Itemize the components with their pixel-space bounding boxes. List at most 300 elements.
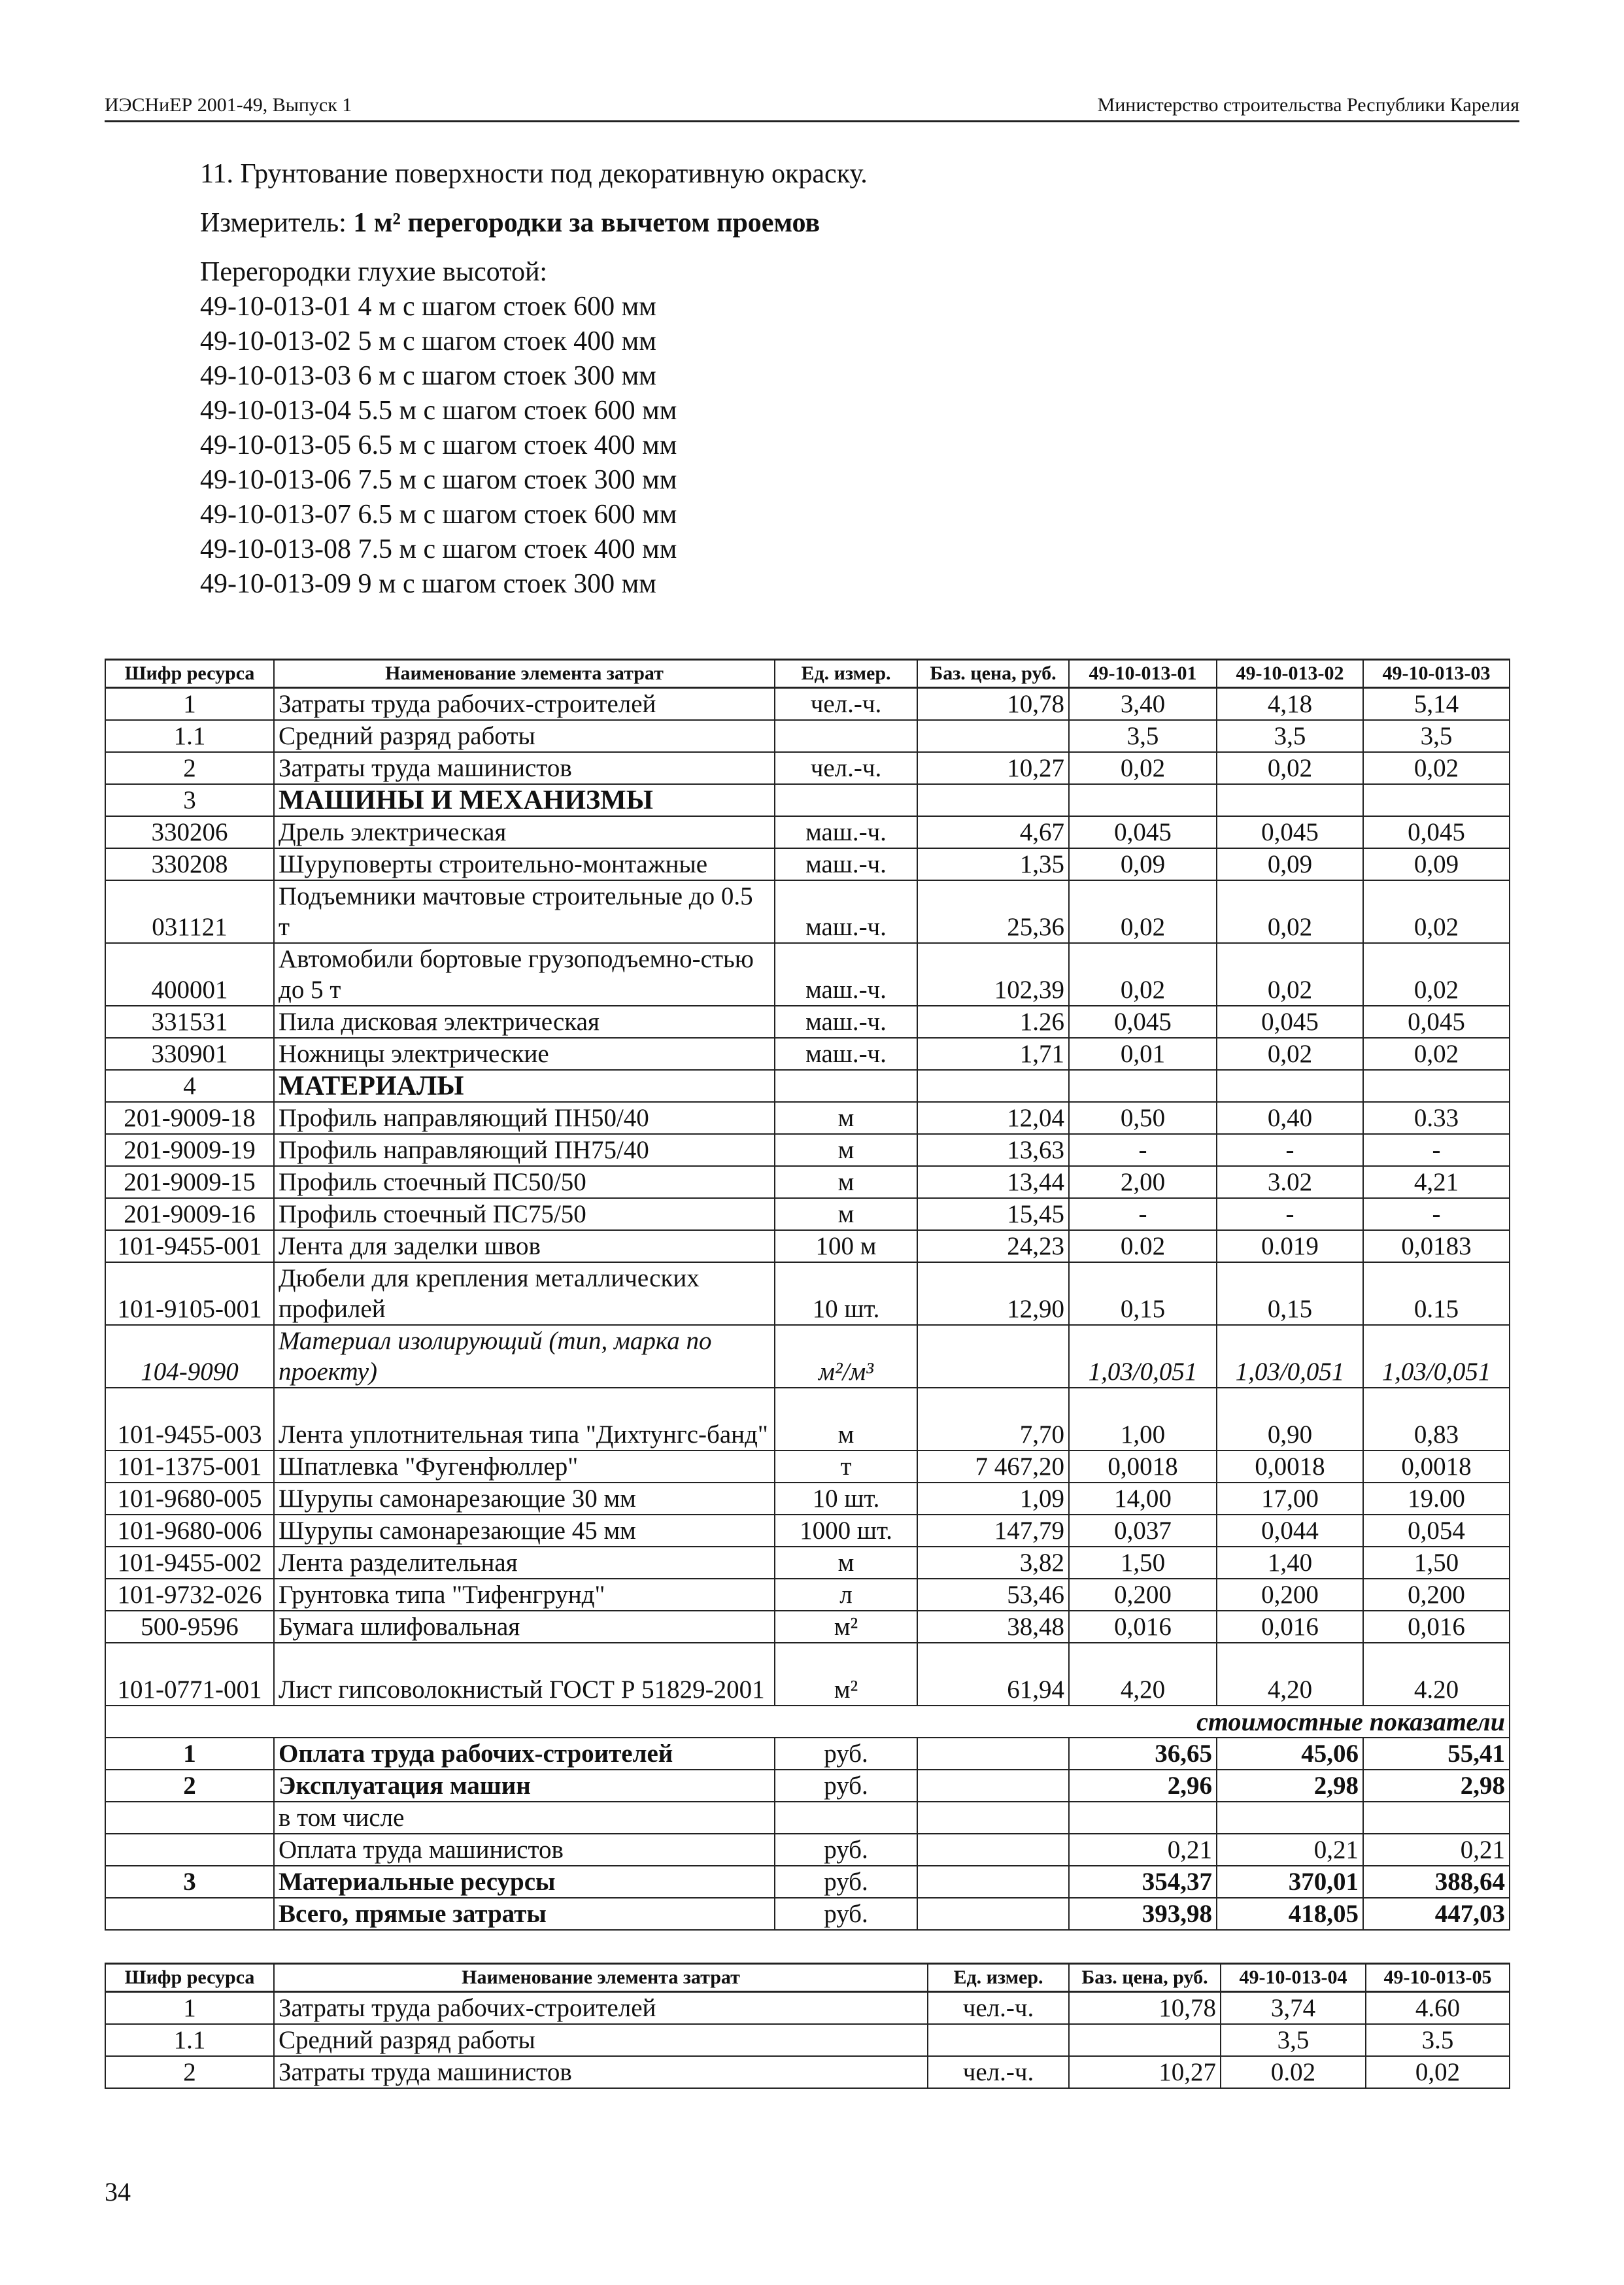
group-title: Перегородки глухие высотой: — [200, 257, 548, 287]
cell-value: 370,01 — [1217, 1866, 1363, 1898]
cell-value: 388,64 — [1363, 1866, 1510, 1898]
cell-price: 102,39 — [917, 943, 1069, 1006]
total-row — [105, 1770, 1510, 1802]
cell-code: 101-9105-001 — [105, 1262, 274, 1325]
cell-code: 400001 — [105, 943, 274, 1006]
cell-name: Пила дисковая электрическая — [274, 1006, 775, 1038]
table-row — [105, 1611, 1510, 1643]
cell-value: 0,02 — [1217, 943, 1363, 1006]
cell-code: 331531 — [105, 1006, 274, 1038]
cell-price: 61,94 — [917, 1643, 1069, 1706]
cell-price — [917, 1325, 1069, 1388]
code-line: 49-10-013-02 5 м с шагом стоек 400 мм — [200, 326, 656, 356]
cell-code: 101-9455-001 — [105, 1230, 274, 1262]
cell-unit: м²/м³ — [775, 1325, 917, 1388]
cell-value: 0.02 — [1069, 1230, 1217, 1262]
cell-value: 0,02 — [1069, 752, 1217, 784]
cell-price: 12,04 — [917, 1102, 1069, 1134]
cell-value: 0,02 — [1363, 943, 1510, 1006]
cell-unit: маш.-ч. — [775, 816, 917, 848]
cell-price — [917, 720, 1069, 752]
cell-value: 0,045 — [1363, 1006, 1510, 1038]
cell-code: 101-0771-001 — [105, 1643, 274, 1706]
cell-value: 2,00 — [1069, 1166, 1217, 1198]
code-line: 49-10-013-03 6 м с шагом стоек 300 мм — [200, 361, 656, 391]
cell-value: 0,09 — [1217, 848, 1363, 880]
cell-name: Затраты труда рабочих-строителей — [274, 1992, 928, 2025]
cell-value: 0,21 — [1363, 1834, 1510, 1866]
cell-value: 0.15 — [1363, 1262, 1510, 1325]
table-row — [105, 2024, 1510, 2056]
cell-value: 3.5 — [1366, 2024, 1510, 2056]
cell-code: 201-9009-15 — [105, 1166, 274, 1198]
column-header: 49-10-013-04 — [1221, 1964, 1366, 1992]
cell-value: 0,200 — [1069, 1579, 1217, 1611]
cell-unit: маш.-ч. — [775, 1038, 917, 1070]
cell-name: Шпатлевка "Фугенфюллер" — [274, 1451, 775, 1483]
cell-value: 3,5 — [1221, 2024, 1366, 2056]
cell-value: 1,50 — [1363, 1547, 1510, 1579]
cell-value: 0,02 — [1069, 943, 1217, 1006]
cell-value: 0,045 — [1363, 816, 1510, 848]
column-header: Баз. цена, руб. — [1069, 1964, 1221, 1992]
cell-value: 45,06 — [1217, 1738, 1363, 1770]
cell-price: 7,70 — [917, 1388, 1069, 1451]
cell-value: 2,96 — [1069, 1770, 1217, 1802]
table-row — [105, 688, 1510, 721]
table-row — [105, 1166, 1510, 1198]
cell-unit: руб. — [775, 1834, 917, 1866]
cell-name: Шурупы самонарезающие 45 мм — [274, 1515, 775, 1547]
cell-code: 2 — [105, 1770, 274, 1802]
cell-value: 0,02 — [1217, 752, 1363, 784]
column-header: 49-10-013-05 — [1366, 1964, 1510, 1992]
cell-unit: чел.-ч. — [928, 1992, 1069, 2025]
cell-unit: чел.-ч. — [775, 688, 917, 721]
cell-value: 0,02 — [1069, 880, 1217, 943]
code-line: 49-10-013-07 6.5 м с шагом стоек 600 мм — [200, 500, 677, 530]
cell-name: Профиль стоечный ПС50/50 — [274, 1166, 775, 1198]
cell-price: 1,35 — [917, 848, 1069, 880]
cell-unit: 100 м — [775, 1230, 917, 1262]
cell-value — [1363, 1070, 1510, 1102]
cell-value: 0,40 — [1217, 1102, 1363, 1134]
cell-price: 1.26 — [917, 1006, 1069, 1038]
cell-name: Шуруповерты строительно-монтажные — [274, 848, 775, 880]
cell-name: Дрель электрическая — [274, 816, 775, 848]
cell-value: 3,74 — [1221, 1992, 1366, 2025]
cell-value: 0,045 — [1069, 1006, 1217, 1038]
cell-price — [917, 1770, 1069, 1802]
cell-value — [1217, 1070, 1363, 1102]
table-row — [105, 1388, 1510, 1451]
cell-unit: руб. — [775, 1898, 917, 1930]
table-row — [105, 816, 1510, 848]
cell-value: 1,40 — [1217, 1547, 1363, 1579]
cell-value: 0,02 — [1363, 752, 1510, 784]
cell-name: Оплата труда машинистов — [274, 1834, 775, 1866]
cell-name: Средний разряд работы — [274, 2024, 928, 2056]
cell-code: 101-1375-001 — [105, 1451, 274, 1483]
cell-value: 3,5 — [1069, 720, 1217, 752]
column-header: 49-10-013-03 — [1363, 660, 1510, 688]
code-line: 49-10-013-09 9 м с шагом стоек 300 мм — [200, 569, 656, 599]
page-number: 34 — [105, 2177, 131, 2207]
cell-value: 3,5 — [1363, 720, 1510, 752]
cell-name: Затраты труда машинистов — [274, 752, 775, 784]
cell-code: 104-9090 — [105, 1325, 274, 1388]
cell-price: 15,45 — [917, 1198, 1069, 1230]
cell-code: 330206 — [105, 816, 274, 848]
cell-name: Оплата труда рабочих-строителей — [274, 1738, 775, 1770]
cell-unit: м — [775, 1166, 917, 1198]
cell-code: 101-9680-005 — [105, 1483, 274, 1515]
cell-unit: 10 шт. — [775, 1483, 917, 1515]
cell-price: 12,90 — [917, 1262, 1069, 1325]
cell-code: 201-9009-19 — [105, 1134, 274, 1166]
cell-name: Затраты труда машинистов — [274, 2056, 928, 2088]
cell-value: 393,98 — [1069, 1898, 1217, 1930]
cell-value: 0,044 — [1217, 1515, 1363, 1547]
table-row — [105, 1198, 1510, 1230]
cell-unit: м — [775, 1198, 917, 1230]
column-header: Шифр ресурса — [105, 660, 274, 688]
cell-price: 3,82 — [917, 1547, 1069, 1579]
cell-code: 2 — [105, 2056, 274, 2088]
cell-value: 0,02 — [1366, 2056, 1510, 2088]
cell-value: 447,03 — [1363, 1898, 1510, 1930]
cell-name: Затраты труда рабочих-строителей — [274, 688, 775, 721]
cell-code: 1 — [105, 688, 274, 721]
cell-unit — [928, 2024, 1069, 2056]
cell-code: 031121 — [105, 880, 274, 943]
cell-value: 2,98 — [1363, 1770, 1510, 1802]
code-line: 49-10-013-05 6.5 м с шагом стоек 400 мм — [200, 430, 677, 460]
cell-code: 201-9009-16 — [105, 1198, 274, 1230]
table-row — [105, 1992, 1510, 2025]
cell-value: 0,83 — [1363, 1388, 1510, 1451]
cell-price — [1069, 2024, 1221, 2056]
cell-name: Всего, прямые затраты — [274, 1898, 775, 1930]
cell-unit: т — [775, 1451, 917, 1483]
cell-value — [1363, 784, 1510, 816]
cell-name: Профиль стоечный ПС75/50 — [274, 1198, 775, 1230]
cell-price — [917, 1866, 1069, 1898]
table-row — [105, 880, 1510, 943]
cell-unit: руб. — [775, 1770, 917, 1802]
section-title: 11. Грунтование поверхности под декоративную окраску. — [200, 159, 868, 189]
cell-unit: руб. — [775, 1866, 917, 1898]
cell-value: 0.33 — [1363, 1102, 1510, 1134]
cell-value: 0,045 — [1217, 816, 1363, 848]
cell-price — [917, 1898, 1069, 1930]
cell-name: Дюбели для крепления металлических профилей — [274, 1262, 775, 1325]
cell-value: 0,15 — [1217, 1262, 1363, 1325]
cell-unit — [775, 784, 917, 816]
cell-value: 0,0018 — [1069, 1451, 1217, 1483]
cell-price: 13,44 — [917, 1166, 1069, 1198]
cell-name: в том числе — [274, 1802, 775, 1834]
cell-price: 38,48 — [917, 1611, 1069, 1643]
cell-price: 13,63 — [917, 1134, 1069, 1166]
cell-value: 1,03/0,051 — [1217, 1325, 1363, 1388]
cell-value: 4.60 — [1366, 1992, 1510, 2025]
cell-unit: 1000 шт. — [775, 1515, 917, 1547]
cell-name: Автомобили бортовые грузоподъемно-стью до 5 т — [274, 943, 775, 1006]
column-header: Ед. измер. — [928, 1964, 1069, 1992]
table-row — [105, 1451, 1510, 1483]
cell-value: - — [1217, 1198, 1363, 1230]
cell-unit: л — [775, 1579, 917, 1611]
cell-price — [917, 784, 1069, 816]
cell-value: 0,0018 — [1217, 1451, 1363, 1483]
page-header — [105, 95, 1519, 122]
code-line: 49-10-013-08 7.5 м с шагом стоек 400 мм — [200, 534, 677, 564]
cell-value: 1,50 — [1069, 1547, 1217, 1579]
column-header: 49-10-013-01 — [1069, 660, 1217, 688]
cell-unit: руб. — [775, 1738, 917, 1770]
cell-name: Бумага шлифовальная — [274, 1611, 775, 1643]
cell-name: Лента для заделки швов — [274, 1230, 775, 1262]
cell-unit — [775, 720, 917, 752]
cell-price: 4,67 — [917, 816, 1069, 848]
column-header: Баз. цена, руб. — [917, 660, 1069, 688]
cell-price: 1,09 — [917, 1483, 1069, 1515]
cell-value: 0,90 — [1217, 1388, 1363, 1451]
cell-value: 19.00 — [1363, 1483, 1510, 1515]
cell-value: - — [1069, 1198, 1217, 1230]
cell-price — [917, 1802, 1069, 1834]
cell-price: 10,78 — [1069, 1992, 1221, 2025]
cell-code: 101-9732-026 — [105, 1579, 274, 1611]
table-row — [105, 848, 1510, 880]
cell-unit: маш.-ч. — [775, 848, 917, 880]
cell-value: 0,09 — [1363, 848, 1510, 880]
cell-code: 4 — [105, 1070, 274, 1102]
cell-value: 0,02 — [1363, 1038, 1510, 1070]
cell-code: 2 — [105, 752, 274, 784]
cell-value — [1363, 1802, 1510, 1834]
total-row — [105, 1866, 1510, 1898]
cell-value — [1069, 784, 1217, 816]
cell-value: 0.02 — [1221, 2056, 1366, 2088]
cell-value: 3,5 — [1217, 720, 1363, 752]
column-header: Ед. измер. — [775, 660, 917, 688]
cell-name: Лента разделительная — [274, 1547, 775, 1579]
column-header: 49-10-013-02 — [1217, 660, 1363, 688]
cell-name: Грунтовка типа "Тифенгрунд" — [274, 1579, 775, 1611]
table-row — [105, 1643, 1510, 1706]
intro-block — [200, 157, 868, 602]
summary-banner-row — [105, 1706, 1510, 1738]
cell-price: 7 467,20 — [917, 1451, 1069, 1483]
cell-price: 10,27 — [917, 752, 1069, 784]
cell-name: МАТЕРИАЛЫ — [274, 1070, 775, 1102]
cell-value: - — [1217, 1134, 1363, 1166]
cell-unit: чел.-ч. — [775, 752, 917, 784]
table-row — [105, 720, 1510, 752]
estimate-table-2 — [105, 1963, 1510, 2089]
cell-code: 101-9455-003 — [105, 1388, 274, 1451]
total-row — [105, 1898, 1510, 1930]
code-line: 49-10-013-04 5.5 м с шагом стоек 600 мм — [200, 396, 677, 426]
cell-unit: маш.-ч. — [775, 943, 917, 1006]
cell-value: 0,037 — [1069, 1515, 1217, 1547]
cell-value — [1069, 1070, 1217, 1102]
cell-value: 0,02 — [1217, 880, 1363, 943]
cell-unit — [775, 1802, 917, 1834]
table-row — [105, 752, 1510, 784]
cell-unit: м² — [775, 1643, 917, 1706]
cell-value: 0,0018 — [1363, 1451, 1510, 1483]
cell-name: Ножницы электрические — [274, 1038, 775, 1070]
cell-code: 330901 — [105, 1038, 274, 1070]
cell-unit: 10 шт. — [775, 1262, 917, 1325]
cell-value: 0,50 — [1069, 1102, 1217, 1134]
cell-name: Материал изолирующий (тип, марка по проекту) — [274, 1325, 775, 1388]
cell-value: 2,98 — [1217, 1770, 1363, 1802]
cell-unit: м — [775, 1547, 917, 1579]
cell-code: 3 — [105, 784, 274, 816]
cell-value: 0,054 — [1363, 1515, 1510, 1547]
cell-value — [1217, 784, 1363, 816]
table-row — [105, 1102, 1510, 1134]
cell-price: 25,36 — [917, 880, 1069, 943]
cell-value: 0,016 — [1217, 1611, 1363, 1643]
cell-price: 10,27 — [1069, 2056, 1221, 2088]
cell-value: - — [1363, 1198, 1510, 1230]
cell-name: Шурупы самонарезающие 30 мм — [274, 1483, 775, 1515]
cell-value: 4,20 — [1069, 1643, 1217, 1706]
cell-value: 0,200 — [1217, 1579, 1363, 1611]
cell-code: 500-9596 — [105, 1611, 274, 1643]
cell-value: 1,03/0,051 — [1069, 1325, 1217, 1388]
cell-value: 55,41 — [1363, 1738, 1510, 1770]
cell-value: 1,00 — [1069, 1388, 1217, 1451]
cell-unit — [775, 1070, 917, 1102]
table-row — [105, 1579, 1510, 1611]
cell-value: 0,045 — [1069, 816, 1217, 848]
cell-value: 0.019 — [1217, 1230, 1363, 1262]
total-row — [105, 1802, 1510, 1834]
code-line: 49-10-013-06 7.5 м с шагом стоек 300 мм — [200, 465, 677, 495]
cell-code: 1.1 — [105, 2024, 274, 2056]
cell-value: 0,045 — [1217, 1006, 1363, 1038]
cell-value: 0,02 — [1217, 1038, 1363, 1070]
cell-value: 36,65 — [1069, 1738, 1217, 1770]
code-list — [200, 290, 868, 602]
cell-value: 4.20 — [1363, 1643, 1510, 1706]
estimate-table-1 — [105, 659, 1510, 1931]
cell-value: 0,016 — [1363, 1611, 1510, 1643]
table-row — [105, 1325, 1510, 1388]
table-row — [105, 2056, 1510, 2088]
cell-name: Лист гипсоволокнистый ГОСТ Р 51829-2001 — [274, 1643, 775, 1706]
table-row — [105, 1134, 1510, 1166]
cell-code — [105, 1802, 274, 1834]
cell-price — [917, 1070, 1069, 1102]
table-row — [105, 1547, 1510, 1579]
total-row — [105, 1738, 1510, 1770]
table-row — [105, 1483, 1510, 1515]
table-row — [105, 784, 1510, 816]
table-row — [105, 943, 1510, 1006]
cell-code: 1 — [105, 1992, 274, 2025]
cell-value: 418,05 — [1217, 1898, 1363, 1930]
table-row — [105, 1230, 1510, 1262]
cell-name: МАШИНЫ И МЕХАНИЗМЫ — [274, 784, 775, 816]
cell-code: 3 — [105, 1866, 274, 1898]
cell-code — [105, 1834, 274, 1866]
summary-banner: стоимостные показатели — [105, 1706, 1510, 1738]
cell-value: 0,02 — [1363, 880, 1510, 943]
column-header: Наименование элемента затрат — [274, 660, 775, 688]
cell-unit: м — [775, 1388, 917, 1451]
cell-price: 24,23 — [917, 1230, 1069, 1262]
cell-name: Профиль направляющий ПН50/40 — [274, 1102, 775, 1134]
table-row — [105, 1262, 1510, 1325]
cell-code: 201-9009-18 — [105, 1102, 274, 1134]
cell-code: 1 — [105, 1738, 274, 1770]
cell-value: 0,016 — [1069, 1611, 1217, 1643]
column-header: Шифр ресурса — [105, 1964, 274, 1992]
cell-value: - — [1069, 1134, 1217, 1166]
total-row — [105, 1834, 1510, 1866]
cell-name: Лента уплотнительная типа "Дихтунгс-банд" — [274, 1388, 775, 1451]
code-line: 49-10-013-01 4 м с шагом стоек 600 мм — [200, 292, 656, 322]
cell-code: 330208 — [105, 848, 274, 880]
cell-value: 3.02 — [1217, 1166, 1363, 1198]
table-row — [105, 1006, 1510, 1038]
cell-value: 0,01 — [1069, 1038, 1217, 1070]
cell-name: Эксплуатация машин — [274, 1770, 775, 1802]
cell-price: 147,79 — [917, 1515, 1069, 1547]
cell-code: 101-9680-006 — [105, 1515, 274, 1547]
cell-value: - — [1363, 1134, 1510, 1166]
cell-value — [1069, 1802, 1217, 1834]
cell-value: 1,03/0,051 — [1363, 1325, 1510, 1388]
table-row — [105, 1038, 1510, 1070]
cell-price: 10,78 — [917, 688, 1069, 721]
table-row — [105, 1515, 1510, 1547]
cell-code — [105, 1898, 274, 1930]
meter-line: Измеритель: 1 м² перегородки за вычетом проемов — [200, 208, 820, 238]
cell-value: 17,00 — [1217, 1483, 1363, 1515]
cell-value: 14,00 — [1069, 1483, 1217, 1515]
cell-value: 0,0183 — [1363, 1230, 1510, 1262]
cell-value: 0,21 — [1069, 1834, 1217, 1866]
column-header: Наименование элемента затрат — [274, 1964, 928, 1992]
cell-value: 4,20 — [1217, 1643, 1363, 1706]
cell-price — [917, 1834, 1069, 1866]
cell-value: 5,14 — [1363, 688, 1510, 721]
cell-value: 354,37 — [1069, 1866, 1217, 1898]
cell-name: Подъемники мачтовые строительные до 0.5 т — [274, 880, 775, 943]
header-left: ИЭСНиЕР 2001-49, Выпуск 1 — [105, 94, 352, 116]
cell-unit: м — [775, 1134, 917, 1166]
cell-value: 4,21 — [1363, 1166, 1510, 1198]
cell-value: 0,09 — [1069, 848, 1217, 880]
cell-name: Профиль направляющий ПН75/40 — [274, 1134, 775, 1166]
cell-unit: м² — [775, 1611, 917, 1643]
cell-price — [917, 1738, 1069, 1770]
table-row — [105, 1070, 1510, 1102]
cell-value: 0,200 — [1363, 1579, 1510, 1611]
cell-name: Средний разряд работы — [274, 720, 775, 752]
cell-value: 3,40 — [1069, 688, 1217, 721]
cell-price: 53,46 — [917, 1579, 1069, 1611]
cell-value: 4,18 — [1217, 688, 1363, 721]
